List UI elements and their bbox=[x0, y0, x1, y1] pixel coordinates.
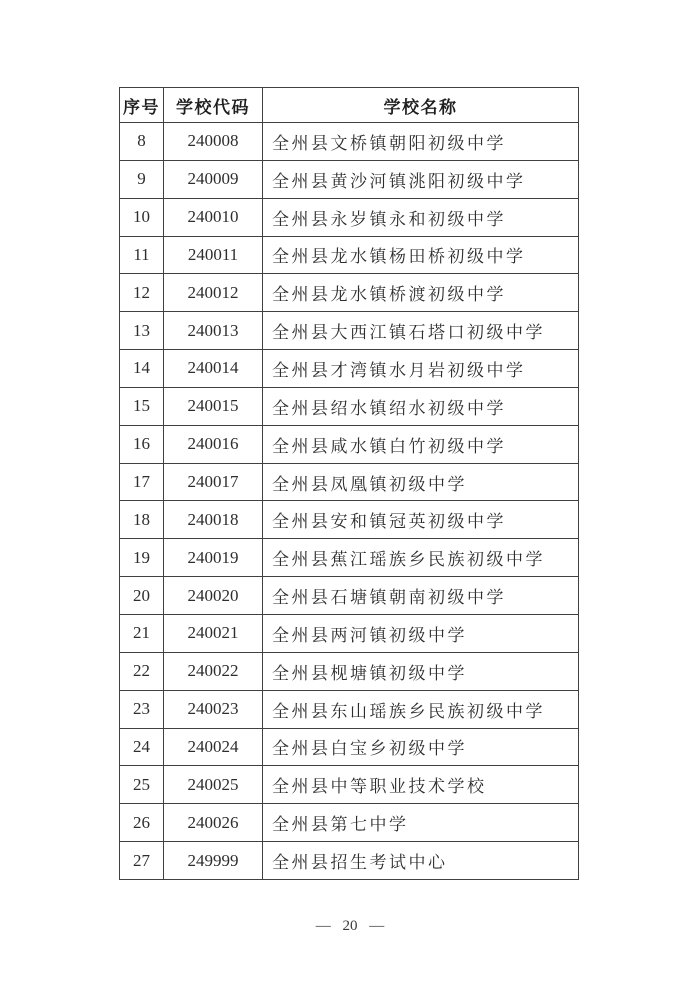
cell-code: 240021 bbox=[164, 614, 263, 652]
table-row bbox=[120, 198, 579, 236]
cell-name: 全州县安和镇冠英初级中学 bbox=[263, 501, 579, 539]
table-row bbox=[120, 842, 579, 880]
cell-name: 全州县白宝乡初级中学 bbox=[263, 728, 579, 766]
page-number: — 20 — bbox=[315, 918, 385, 934]
cell-code: 240026 bbox=[164, 804, 263, 842]
table-row bbox=[120, 577, 579, 615]
cell-code: 240020 bbox=[164, 577, 263, 615]
cell-name: 全州县永岁镇永和初级中学 bbox=[263, 198, 579, 236]
table-row bbox=[120, 652, 579, 690]
cell-serial: 18 bbox=[120, 501, 164, 539]
table-row bbox=[120, 160, 579, 198]
cell-code: 240012 bbox=[164, 274, 263, 312]
cell-code: 240023 bbox=[164, 690, 263, 728]
cell-serial: 25 bbox=[120, 766, 164, 804]
cell-serial: 12 bbox=[120, 274, 164, 312]
cell-serial: 13 bbox=[120, 312, 164, 350]
table-row bbox=[120, 312, 579, 350]
cell-code: 240024 bbox=[164, 728, 263, 766]
cell-name: 全州县石塘镇朝南初级中学 bbox=[263, 577, 579, 615]
cell-serial: 17 bbox=[120, 463, 164, 501]
table-row bbox=[120, 425, 579, 463]
table-row bbox=[120, 728, 579, 766]
school-code-table bbox=[119, 87, 579, 880]
cell-name: 全州县蕉江瑶族乡民族初级中学 bbox=[263, 539, 579, 577]
cell-serial: 27 bbox=[120, 842, 164, 880]
cell-code: 240013 bbox=[164, 312, 263, 350]
cell-serial: 9 bbox=[120, 160, 164, 198]
col-header-serial: 序号 bbox=[120, 88, 164, 123]
cell-code: 240008 bbox=[164, 123, 263, 161]
cell-code: 240015 bbox=[164, 387, 263, 425]
cell-name: 全州县龙水镇桥渡初级中学 bbox=[263, 274, 579, 312]
cell-name: 全州县两河镇初级中学 bbox=[263, 614, 579, 652]
cell-code: 240014 bbox=[164, 350, 263, 388]
table-row bbox=[120, 539, 579, 577]
cell-serial: 21 bbox=[120, 614, 164, 652]
cell-serial: 22 bbox=[120, 652, 164, 690]
cell-name: 全州县东山瑶族乡民族初级中学 bbox=[263, 690, 579, 728]
cell-name: 全州县文桥镇朝阳初级中学 bbox=[263, 123, 579, 161]
col-header-school-code: 学校代码 bbox=[164, 88, 263, 123]
cell-serial: 26 bbox=[120, 804, 164, 842]
cell-name: 全州县黄沙河镇洮阳初级中学 bbox=[263, 160, 579, 198]
cell-name: 全州县龙水镇杨田桥初级中学 bbox=[263, 236, 579, 274]
table-row bbox=[120, 123, 579, 161]
cell-code: 240018 bbox=[164, 501, 263, 539]
cell-name: 全州县才湾镇水月岩初级中学 bbox=[263, 350, 579, 388]
cell-code: 240016 bbox=[164, 425, 263, 463]
cell-serial: 11 bbox=[120, 236, 164, 274]
table-row bbox=[120, 501, 579, 539]
table-row bbox=[120, 236, 579, 274]
cell-name: 全州县第七中学 bbox=[263, 804, 579, 842]
cell-code: 240025 bbox=[164, 766, 263, 804]
cell-code: 240017 bbox=[164, 463, 263, 501]
cell-code: 240011 bbox=[164, 236, 263, 274]
table-row bbox=[120, 766, 579, 804]
cell-serial: 23 bbox=[120, 690, 164, 728]
col-header-school-name: 学校名称 bbox=[263, 88, 579, 123]
cell-name: 全州县大西江镇石塔口初级中学 bbox=[263, 312, 579, 350]
cell-code: 240019 bbox=[164, 539, 263, 577]
cell-serial: 10 bbox=[120, 198, 164, 236]
cell-serial: 24 bbox=[120, 728, 164, 766]
table-row bbox=[120, 350, 579, 388]
table-header-row bbox=[120, 88, 579, 123]
table-row bbox=[120, 614, 579, 652]
cell-name: 全州县中等职业技术学校 bbox=[263, 766, 579, 804]
cell-name: 全州县枧塘镇初级中学 bbox=[263, 652, 579, 690]
cell-code: 249999 bbox=[164, 842, 263, 880]
table-row bbox=[120, 463, 579, 501]
cell-code: 240022 bbox=[164, 652, 263, 690]
cell-serial: 15 bbox=[120, 387, 164, 425]
cell-serial: 8 bbox=[120, 123, 164, 161]
cell-name: 全州县咸水镇白竹初级中学 bbox=[263, 425, 579, 463]
table-row bbox=[120, 387, 579, 425]
cell-serial: 16 bbox=[120, 425, 164, 463]
cell-code: 240009 bbox=[164, 160, 263, 198]
cell-serial: 14 bbox=[120, 350, 164, 388]
table-row bbox=[120, 804, 579, 842]
cell-code: 240010 bbox=[164, 198, 263, 236]
cell-name: 全州县凤凰镇初级中学 bbox=[263, 463, 579, 501]
table-row bbox=[120, 690, 579, 728]
cell-serial: 20 bbox=[120, 577, 164, 615]
table-row bbox=[120, 274, 579, 312]
cell-name: 全州县绍水镇绍水初级中学 bbox=[263, 387, 579, 425]
cell-name: 全州县招生考试中心 bbox=[263, 842, 579, 880]
cell-serial: 19 bbox=[120, 539, 164, 577]
